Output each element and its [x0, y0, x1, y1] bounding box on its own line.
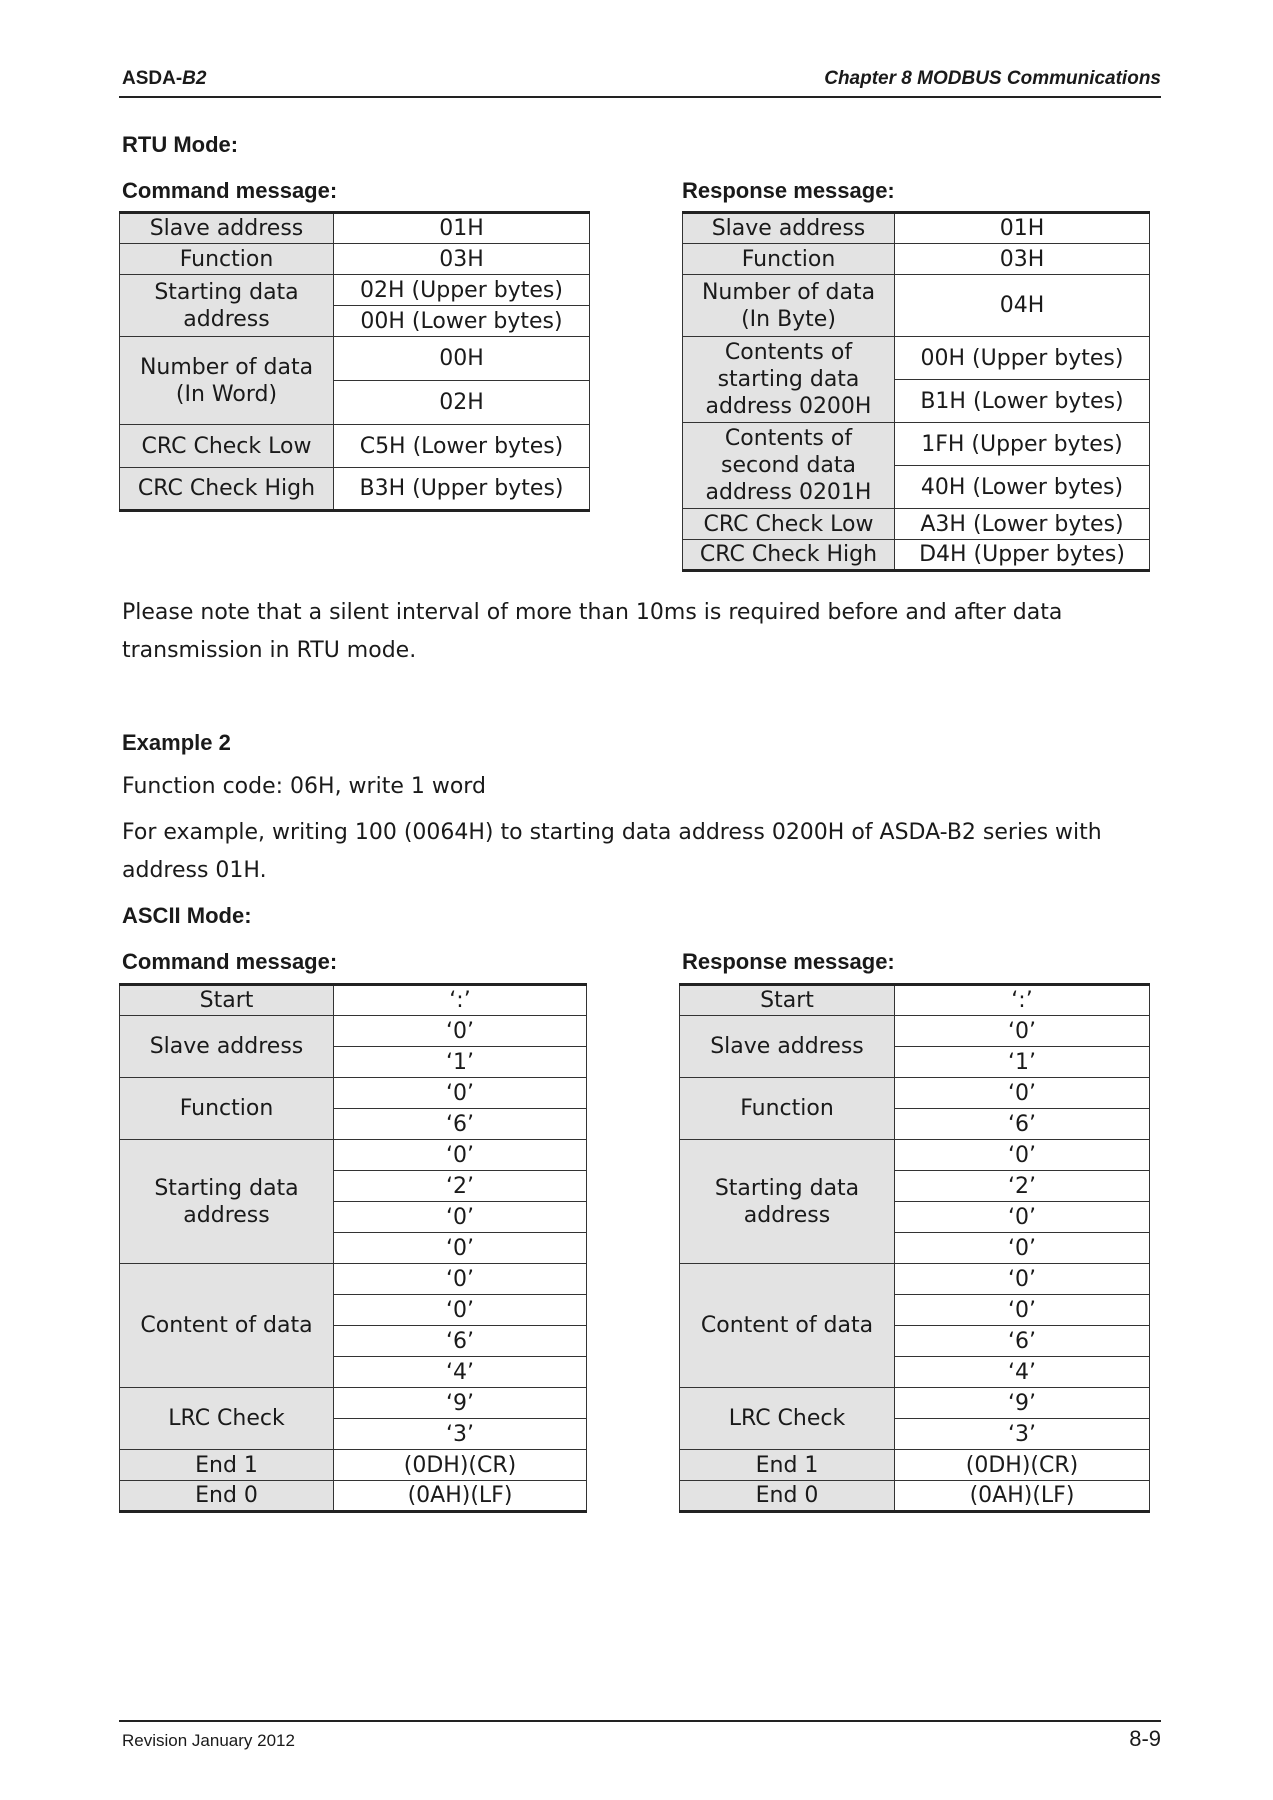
rtu-resp-slave-label: Slave address [683, 213, 895, 244]
ascii-resp-starting-label: Starting data address [680, 1140, 895, 1264]
ascii-resp-function-label: Function [680, 1078, 895, 1140]
ascii-cmd-content-label: Content of data [120, 1264, 334, 1388]
ascii-resp-slave-v1: ‘0’ [895, 1016, 1150, 1047]
ascii-cmd-function-v2: ‘6’ [334, 1109, 587, 1140]
ascii-cmd-slave-label: Slave address [120, 1016, 334, 1078]
rtu-resp-number-value: 04H [895, 275, 1150, 337]
rtu-resp-crc-low-value: A3H (Lower bytes) [895, 509, 1150, 540]
rtu-cmd-crc-high-label: CRC Check High [120, 468, 334, 511]
ascii-cmd-content-v1: ‘0’ [334, 1264, 587, 1295]
rtu-resp-crc-high-label: CRC Check High [683, 540, 895, 571]
ascii-resp-lrc-label: LRC Check [680, 1388, 895, 1450]
ascii-cmd-end0-label: End 0 [120, 1481, 334, 1512]
rtu-cmd-number-upper: 00H [334, 337, 590, 381]
rtu-cmd-starting-upper: 02H (Upper bytes) [334, 275, 590, 306]
rtu-cmd-slave-label: Slave address [120, 213, 334, 244]
ascii-resp-end1-label: End 1 [680, 1450, 895, 1481]
rtu-cmd-starting-lower: 00H (Lower bytes) [334, 306, 590, 337]
rtu-note: Please note that a silent interval of more than 10ms is required before and after data transmission in RTU mode. [122, 600, 1063, 663]
rtu-cmd-function-label: Function [120, 244, 334, 275]
ascii-resp-end0-label: End 0 [680, 1481, 895, 1512]
ascii-cmd-end0-value: (0AH)(LF) [334, 1481, 587, 1512]
rtu-cmd-number-label: Number of data (In Word) [120, 337, 334, 425]
ascii-resp-content-v2: ‘0’ [895, 1295, 1150, 1326]
rtu-cmd-function-value: 03H [334, 244, 590, 275]
ascii-cmd-content-v3: ‘6’ [334, 1326, 587, 1357]
ascii-resp-start-label: Start [680, 985, 895, 1016]
rtu-response-title: Response message: [682, 178, 895, 203]
rtu-cmd-number-lower: 02H [334, 381, 590, 425]
ascii-resp-function-v1: ‘0’ [895, 1078, 1150, 1109]
rtu-resp-contents2-upper: 1FH (Upper bytes) [895, 423, 1150, 466]
rtu-resp-contents1-label: Contents of starting data address 0200H [683, 337, 895, 423]
rtu-resp-number-label: Number of data (In Byte) [683, 275, 895, 337]
rtu-resp-contents1-lower: B1H (Lower bytes) [895, 380, 1150, 423]
rtu-resp-contents2-label: Contents of second data address 0201H [683, 423, 895, 509]
ascii-cmd-starting-v2: ‘2’ [334, 1171, 587, 1202]
ascii-resp-starting-v1: ‘0’ [895, 1140, 1150, 1171]
ascii-resp-lrc-v1: ‘9’ [895, 1388, 1150, 1419]
rtu-resp-contents1-upper: 00H (Upper bytes) [895, 337, 1150, 380]
ascii-resp-end0-value: (0AH)(LF) [895, 1481, 1150, 1512]
footer-page-number: 8-9 [1129, 1726, 1161, 1751]
ascii-cmd-lrc-v1: ‘9’ [334, 1388, 587, 1419]
ascii-command-title: Command message: [122, 949, 338, 974]
ascii-resp-starting-v3: ‘0’ [895, 1202, 1150, 1233]
rtu-resp-crc-high-value: D4H (Upper bytes) [895, 540, 1150, 571]
ascii-resp-starting-v2: ‘2’ [895, 1171, 1150, 1202]
example2-title: Example 2 [122, 730, 231, 755]
ascii-cmd-lrc-label: LRC Check [120, 1388, 334, 1450]
ascii-response-table [679, 983, 1150, 1513]
rtu-resp-crc-low-label: CRC Check Low [683, 509, 895, 540]
rtu-cmd-crc-low-value: C5H (Lower bytes) [334, 425, 590, 468]
ascii-resp-content-v1: ‘0’ [895, 1264, 1150, 1295]
rtu-response-table [682, 211, 1150, 572]
header-product: ASDA-B2 [122, 68, 207, 89]
rtu-cmd-starting-label: Starting data address [120, 275, 334, 337]
rtu-resp-contents2-lower: 40H (Lower bytes) [895, 466, 1150, 509]
ascii-cmd-lrc-v2: ‘3’ [334, 1419, 587, 1450]
example2-description: For example, writing 100 (0064H) to starting data address 0200H of ASDA-B2 series with address 01H. [122, 820, 1102, 883]
ascii-resp-start-value: ‘:’ [895, 985, 1150, 1016]
ascii-resp-starting-v4: ‘0’ [895, 1233, 1150, 1264]
rtu-cmd-crc-low-label: CRC Check Low [120, 425, 334, 468]
rtu-resp-slave-value: 01H [895, 213, 1150, 244]
ascii-resp-content-label: Content of data [680, 1264, 895, 1388]
ascii-resp-slave-label: Slave address [680, 1016, 895, 1078]
ascii-resp-end1-value: (0DH)(CR) [895, 1450, 1150, 1481]
rtu-command-title: Command message: [122, 178, 338, 203]
ascii-command-table [119, 983, 587, 1513]
ascii-cmd-content-v2: ‘0’ [334, 1295, 587, 1326]
rtu-cmd-slave-value: 01H [334, 213, 590, 244]
ascii-resp-function-v2: ‘6’ [895, 1109, 1150, 1140]
rtu-resp-function-value: 03H [895, 244, 1150, 275]
ascii-cmd-starting-v1: ‘0’ [334, 1140, 587, 1171]
rtu-resp-function-label: Function [683, 244, 895, 275]
ascii-cmd-starting-v4: ‘0’ [334, 1233, 587, 1264]
ascii-cmd-content-v4: ‘4’ [334, 1357, 587, 1388]
ascii-cmd-end1-value: (0DH)(CR) [334, 1450, 587, 1481]
example2-function-code: Function code: 06H, write 1 word [122, 774, 486, 799]
ascii-resp-slave-v2: ‘1’ [895, 1047, 1150, 1078]
rtu-mode-title: RTU Mode: [122, 132, 239, 157]
ascii-cmd-start-value: ‘:’ [334, 985, 587, 1016]
ascii-resp-content-v3: ‘6’ [895, 1326, 1150, 1357]
header-rule [119, 96, 1161, 98]
ascii-cmd-starting-label: Starting data address [120, 1140, 334, 1264]
ascii-cmd-function-v1: ‘0’ [334, 1078, 587, 1109]
header-chapter: Chapter 8 MODBUS Communications [824, 68, 1161, 89]
footer-rule [119, 1720, 1161, 1722]
rtu-command-table [119, 211, 590, 512]
ascii-cmd-function-label: Function [120, 1078, 334, 1140]
ascii-cmd-starting-v3: ‘0’ [334, 1202, 587, 1233]
footer-revision: Revision January 2012 [122, 1731, 295, 1750]
ascii-cmd-end1-label: End 1 [120, 1450, 334, 1481]
ascii-cmd-slave-v1: ‘0’ [334, 1016, 587, 1047]
ascii-mode-title: ASCII Mode: [122, 903, 252, 928]
rtu-cmd-crc-high-value: B3H (Upper bytes) [334, 468, 590, 511]
ascii-response-title: Response message: [682, 949, 895, 974]
ascii-cmd-start-label: Start [120, 985, 334, 1016]
ascii-cmd-slave-v2: ‘1’ [334, 1047, 587, 1078]
ascii-resp-content-v4: ‘4’ [895, 1357, 1150, 1388]
ascii-resp-lrc-v2: ‘3’ [895, 1419, 1150, 1450]
